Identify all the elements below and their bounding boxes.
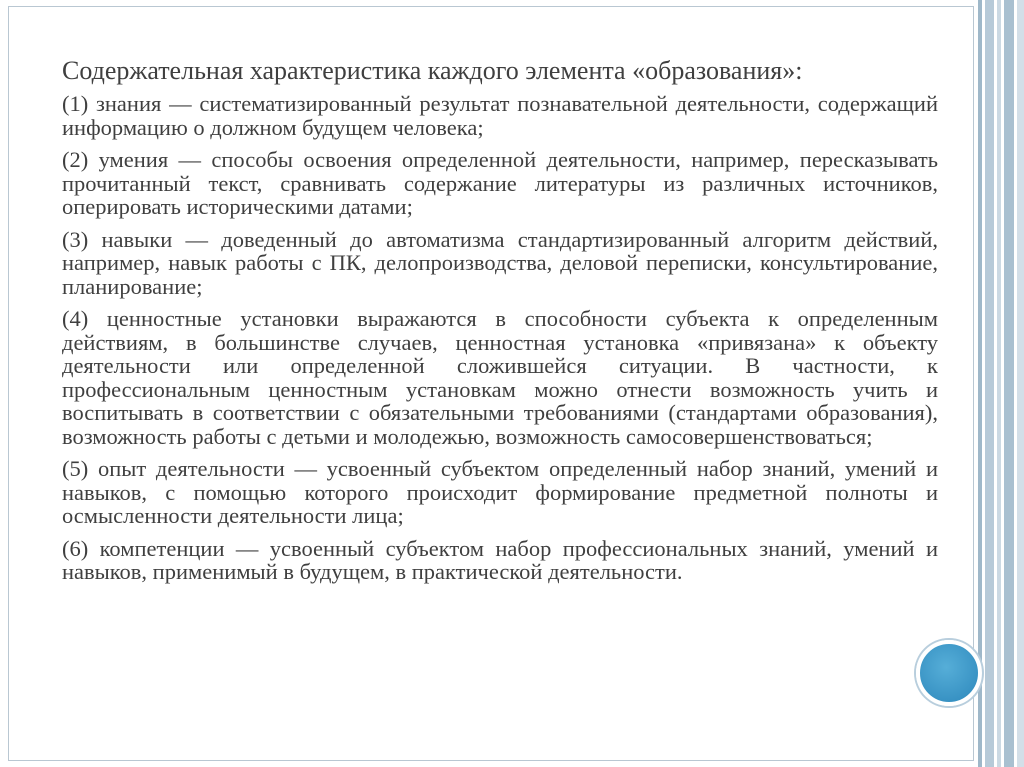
paragraph-habits: (3) навыки — доведенный до автоматизма стандартизированный алгоритм действий, например, навык работы с ПК, делопроизводства, деловой переписки, консультирование, планирование; [62,226,938,299]
paragraph-knowledge: (1) знания — систематизированный результат познавательной деятельности, содержащий информацию о должном будущем человека; [62,91,938,140]
stripe [1017,0,1024,767]
stripe [1004,0,1014,767]
paragraph-experience: (5) опыт деятельности — усвоенный субъектом определенный набор знаний, умений и навыков, с помощью которого происходит формирование предметной полноты и осмысленности деятельности лица; [62,456,938,528]
stripe [978,0,982,767]
decorative-side-stripes [978,0,1024,767]
decorative-circle [916,640,982,706]
stripe [997,0,1001,767]
slide-content [62,56,938,593]
stripe [985,0,994,767]
paragraph-competencies: (6) компетенции — усвоенный субъектом набор профессиональных знаний, умений и навыков, применимый в будущем, в практической деятельности. [62,535,938,584]
slide-title: Содержательная характеристика каждого элемента «образования»: [62,56,803,85]
paragraph-value-attitudes: (4) ценностные установки выражаются в способности субъекта к определенным действиям, в большинстве случаев, ценностная установка «привязана» к объекту деятельности или определенной сложившейся ситуации. В частности, к профессиональным ценностным установкам можно отнести возможность учить и воспитывать в соответствии с обязательными требованиями (стандартами образования), возможность работы с детьми и молодежью, возможность самосовершенствоваться; [62,306,938,449]
paragraph-skills: (2) умения — способы освоения определенной деятельности, например, пересказывать прочитанный текст, сравнивать содержание литературы из различных источников, оперировать историческими датами; [62,147,938,219]
